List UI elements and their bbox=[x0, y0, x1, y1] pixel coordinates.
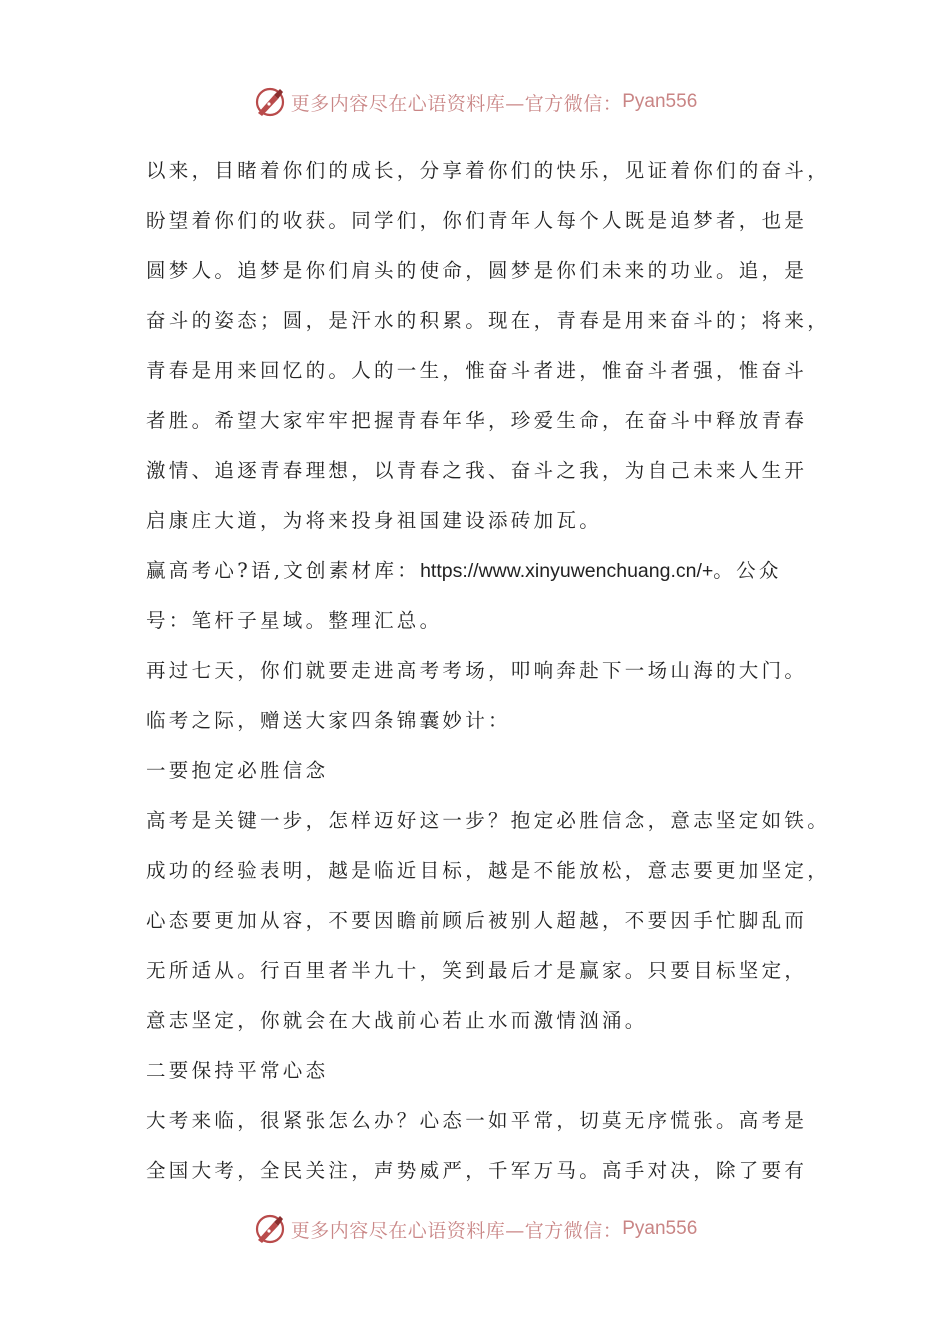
ad-suffix: 。公众 bbox=[713, 559, 782, 582]
pen-nib-logo-icon bbox=[253, 1212, 287, 1246]
paragraph-line: 心态要更加从容，不要因瞻前顾后被别人超越，不要因手忙脚乱而 bbox=[146, 909, 808, 932]
footer-wechat-id: Pyan556 bbox=[622, 1218, 698, 1239]
paragraph-line: 以来，目睹着你们的成长，分享着你们的快乐，见证着你们的奋斗， bbox=[146, 159, 831, 182]
footer-watermark-banner bbox=[0, 1209, 950, 1249]
paragraph-line: 成功的经验表明，越是临近目标，越是不能放松，意志要更加坚定， bbox=[146, 859, 831, 882]
ad-line bbox=[146, 552, 836, 602]
section-heading: 一要抱定必胜信念 bbox=[146, 759, 329, 782]
paragraph-line: 意志坚定，你就会在大战前心若止水而激情汹涌。 bbox=[146, 1009, 648, 1032]
paragraph-line: 者胜。希望大家牢牢把握青春年华，珍爱生命，在奋斗中释放青春 bbox=[146, 409, 808, 432]
paragraph-line: 高考是关键一步，怎样迈好这一步？抱定必胜信念，意志坚定如铁。 bbox=[146, 809, 831, 832]
paragraph-line: 全国大考，全民关注，声势威严，千军万马。高手对决，除了要有 bbox=[146, 1159, 808, 1182]
ad-prefix: 赢高考心?语,文创素材库： bbox=[146, 559, 421, 582]
paragraph-line: 大考来临，很紧张怎么办？心态一如平常，切莫无序慌张。高考是 bbox=[146, 1109, 808, 1132]
header-banner-text: 更多内容尽在心语资料库—官方微信： bbox=[290, 92, 623, 115]
paragraph-line: 圆梦人。追梦是你们肩头的使命，圆梦是你们未来的功业。追，是 bbox=[146, 259, 808, 282]
ad-line-2: 号：笔杆子星域。整理汇总。 bbox=[146, 609, 443, 632]
ad-url-link[interactable]: https://www.xinyuwenchuang.cn/+ bbox=[420, 560, 714, 582]
document-body bbox=[146, 152, 836, 1202]
paragraph-line: 无所适从。行百里者半九十，笑到最后才是赢家。只要目标坚定， bbox=[146, 959, 808, 982]
pen-nib-logo-icon bbox=[253, 85, 287, 119]
paragraph-line: 奋斗的姿态；圆，是汗水的积累。现在，青春是用来奋斗的；将来， bbox=[146, 309, 831, 332]
header-wechat-id: Pyan556 bbox=[622, 91, 698, 112]
paragraph-line: 激情、追逐青春理想，以青春之我、奋斗之我，为自己未来人生开 bbox=[146, 459, 808, 482]
paragraph-line: 启康庄大道，为将来投身祖国建设添砖加瓦。 bbox=[146, 509, 603, 532]
header-watermark-banner bbox=[0, 82, 950, 122]
paragraph-line: 再过七天，你们就要走进高考考场，叩响奔赴下一场山海的大门。 bbox=[146, 659, 808, 682]
paragraph-line: 青春是用来回忆的。人的一生，惟奋斗者进，惟奋斗者强，惟奋斗 bbox=[146, 359, 808, 382]
footer-banner-text: 更多内容尽在心语资料库—官方微信： bbox=[290, 1219, 623, 1242]
paragraph-line: 盼望着你们的收获。同学们，你们青年人每个人既是追梦者，也是 bbox=[146, 209, 808, 232]
paragraph-line: 临考之际，赠送大家四条锦囊妙计： bbox=[146, 709, 511, 732]
section-heading: 二要保持平常心态 bbox=[146, 1059, 329, 1082]
